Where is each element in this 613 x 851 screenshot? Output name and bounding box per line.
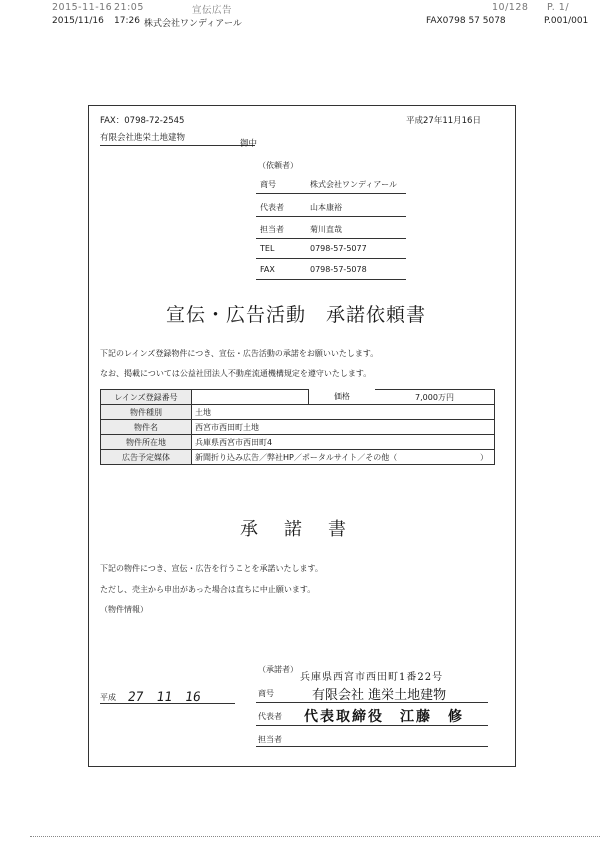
consent-line-3: （物件情報） — [100, 605, 148, 614]
table-value-media — [192, 450, 495, 465]
signer-row-line — [256, 702, 488, 703]
signer-label-company: 商号 — [258, 689, 274, 698]
consent-line-1: 下記の物件につき、宣伝・広告を行うことを承諾いたします。 — [100, 564, 323, 573]
requester-row-line — [256, 193, 406, 194]
requester-representative: 山本康裕 — [310, 203, 342, 212]
consent-heading: （承諾者） — [258, 665, 298, 674]
table-label-price: 価格 — [334, 392, 350, 402]
requester-heading: （依頼者） — [258, 161, 298, 170]
requester-tel: 0798-57-5077 — [310, 244, 367, 253]
fax-header-sender-fax: FAX0798 57 5078 — [426, 16, 506, 26]
media-options: 新聞折り込み広告／弊社HP／ポータルサイト／その他（ — [195, 452, 398, 462]
requester-row-line — [256, 279, 406, 280]
requester-row-line — [256, 258, 406, 259]
fax-header-page: P. 1/ — [547, 2, 570, 13]
table-row — [101, 450, 495, 465]
table-value-address: 兵庫県西宮市西田町4 — [192, 435, 495, 450]
table-label-reins: レインズ登録番号 — [101, 390, 192, 405]
body-line-1: 下記のレインズ登録物件につき、宣伝・広告活動の承諾をお願いいたします。 — [100, 349, 379, 358]
recipient-honorific: 御中 — [240, 139, 258, 149]
table-row — [101, 435, 495, 450]
table-label-type: 物件種別 — [101, 405, 192, 420]
table-value-reins — [192, 390, 309, 405]
fax-header-send-time: 17:26 — [114, 16, 140, 26]
property-table — [100, 389, 495, 465]
letter-date: 平成27年11月16日 — [406, 116, 481, 126]
recipient-underline — [100, 145, 255, 146]
requester-fax: 0798-57-5078 — [310, 265, 367, 274]
requester-staff: 菊川直哉 — [310, 225, 342, 234]
requester-label-rep: 代表者 — [260, 203, 284, 212]
consent-line-2: ただし、売主から申出があった場合は直ちに中止願います。 — [100, 585, 316, 594]
media-close-paren: ） — [480, 453, 488, 462]
page-bottom-rule — [30, 836, 600, 837]
table-value-type: 土地 — [192, 405, 495, 420]
signer-row-line — [256, 746, 488, 747]
fax-header-count: 10/128 — [492, 2, 529, 13]
body-line-2: なお、掲載については公益社団法人不動産流通機構規定を遵守いたします。 — [100, 369, 372, 378]
table-label-address: 物件所在地 — [101, 435, 192, 450]
table-value-price: 7,000万円 — [375, 390, 495, 405]
table-label-name: 物件名 — [101, 420, 192, 435]
table-row — [101, 405, 495, 420]
consent-title: 承諾書 — [240, 519, 372, 540]
signed-date-handwritten: 27 11 16 — [126, 690, 202, 705]
signer-company-stamp: 有限会社 進栄土地建物 — [312, 688, 447, 703]
fax-header-send-date: 2015/11/16 — [52, 16, 104, 26]
fax-header-date: 2015-11-16 — [52, 2, 113, 13]
table-label-media: 広告予定媒体 — [101, 450, 192, 465]
signer-representative-stamp: 代表取締役 江藤 修 — [304, 709, 464, 725]
signer-label-staff: 担当者 — [258, 735, 282, 744]
signer-address-stamp: 兵庫県西宮市西田町1番22号 — [300, 672, 444, 683]
table-row — [101, 420, 495, 435]
fax-header-dept: 宣伝広告 — [192, 5, 233, 16]
fax-header-time: 21:05 — [114, 2, 144, 13]
table-value-name: 西宮市西田町土地 — [192, 420, 495, 435]
requester-label-staff: 担当者 — [260, 225, 284, 234]
requester-row-line — [256, 216, 406, 217]
signed-date-prefix: 平成 — [100, 693, 116, 702]
requester-company: 株式会社ワンディアール — [310, 180, 397, 189]
requester-label-fax: FAX — [260, 265, 275, 274]
date-underline — [100, 703, 235, 704]
requester-label-tel: TEL — [260, 244, 275, 253]
signer-label-rep: 代表者 — [258, 712, 282, 721]
requester-row-line — [256, 238, 406, 239]
recipient-name: 有限会社進栄土地建物 — [100, 133, 186, 143]
fax-to-number: FAX：0798-72-2545 — [100, 116, 185, 126]
fax-header-sender: 株式会社ワンディアール — [144, 19, 242, 29]
document-title: 宣伝・広告活動 承諾依頼書 — [166, 304, 427, 326]
signer-row-line — [256, 725, 488, 726]
requester-label-company: 商号 — [260, 180, 276, 189]
fax-header-page-count: P.001/001 — [544, 16, 589, 26]
table-row — [101, 390, 495, 405]
